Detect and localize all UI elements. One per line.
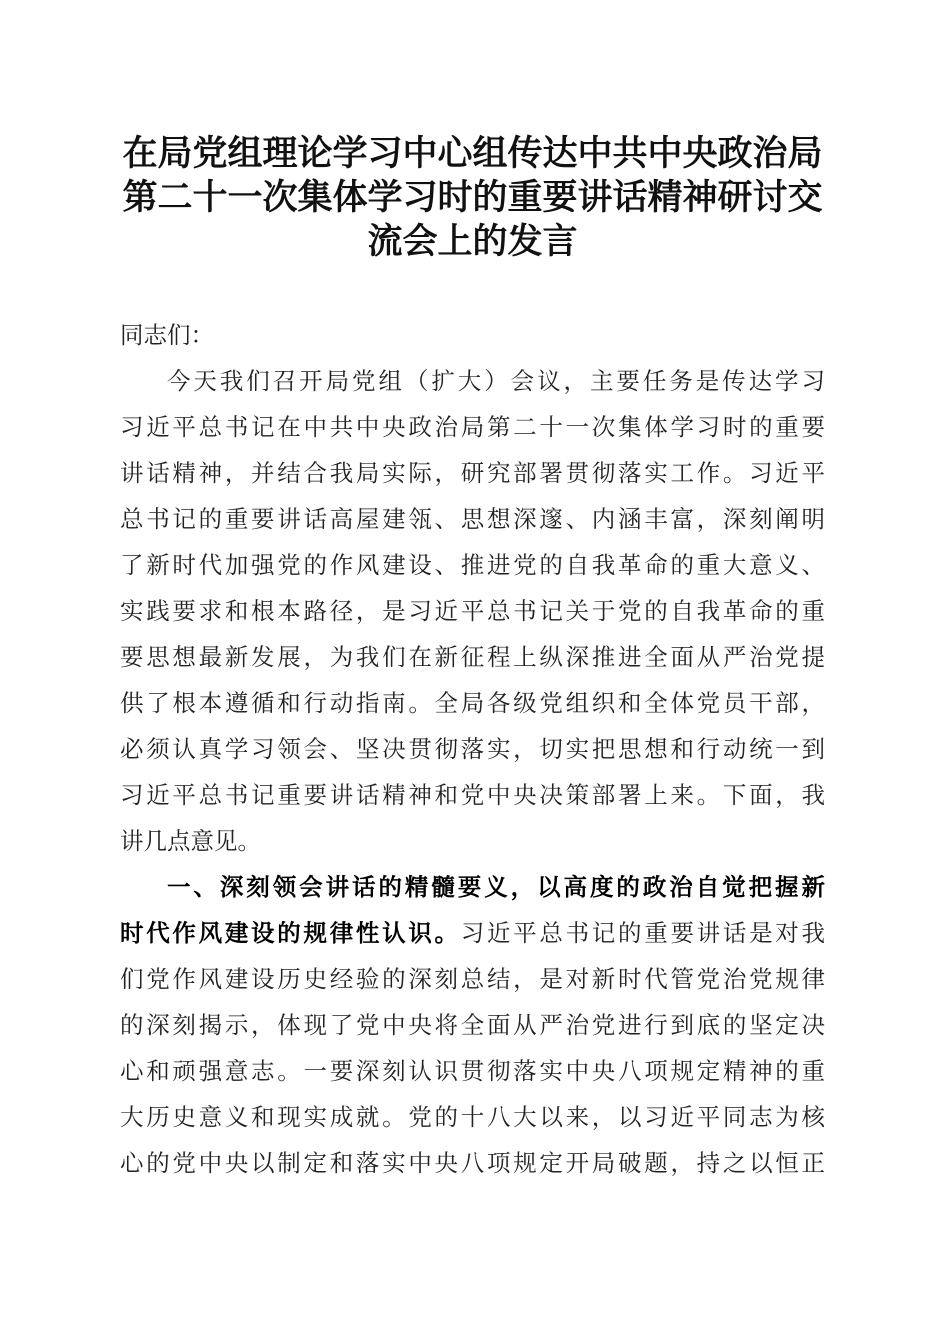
paragraph-line: 心的党中央以制定和落实中央八项规定开局破题，持之以恒正 bbox=[120, 1149, 825, 1177]
paragraph-opening bbox=[120, 358, 825, 864]
document-page bbox=[120, 132, 825, 1186]
paragraph-line: 必须认真学习领会、坚决贯彻落实，切实把思想和行动统一到 bbox=[120, 735, 825, 763]
section-heading: 一、深刻领会讲话的精髓要义，以高度的政治自觉把握新 bbox=[167, 873, 825, 901]
paragraph-line: 要思想最新发展，为我们在新征程上纵深推进全面从严治党提 bbox=[120, 643, 825, 671]
paragraph-line: 了新时代加强党的作风建设、推进党的自我革命的重大意义、 bbox=[120, 551, 825, 579]
paragraph-line: 们党作风建设历史经验的深刻总结，是对新时代管党治党规律 bbox=[120, 965, 825, 993]
paragraph-line: 大历史意义和现实成就。党的十八大以来，以习近平同志为核 bbox=[120, 1103, 825, 1131]
paragraph-line: 心和顽强意志。一要深刻认识贯彻落实中央八项规定精神的重 bbox=[120, 1057, 825, 1085]
paragraph-line: 习近平总书记重要讲话精神和党中央决策部署上来。下面，我 bbox=[120, 781, 825, 809]
title-line: 第二十一次集体学习时的重要讲话精神研讨交 bbox=[122, 177, 823, 218]
section-heading-end: 时代作风建设的规律性认识。 bbox=[120, 919, 461, 947]
paragraph-line: 供了根本遵循和行动指南。全局各级党组织和全体党员干部， bbox=[120, 689, 825, 717]
paragraph-line: 讲几点意见。 bbox=[120, 827, 261, 855]
paragraph-line: 总书记的重要讲话高屋建瓴、思想深邃、内涵丰富，深刻阐明 bbox=[120, 505, 825, 533]
paragraph-line: 习近平总书记在中共中央政治局第二十一次集体学习时的重要 bbox=[120, 413, 825, 441]
paragraph-line: 讲话精神，并结合我局实际，研究部署贯彻落实工作。习近平 bbox=[120, 459, 825, 487]
title-line: 流会上的发言 bbox=[367, 221, 578, 262]
document-body bbox=[120, 312, 825, 1186]
salutation: 同志们： bbox=[120, 321, 214, 349]
paragraph-line: 的深刻揭示，体现了党中央将全面从严治党进行到底的坚定决 bbox=[120, 1011, 825, 1039]
paragraph-line: 实践要求和根本路径，是习近平总书记关于党的自我革命的重 bbox=[120, 597, 825, 625]
section-one bbox=[120, 864, 825, 1186]
section-text: 习近平总书记的重要讲话是对我 bbox=[460, 919, 825, 947]
title-line: 在局党组理论学习中心组传达中共中央政治局 bbox=[122, 133, 823, 174]
paragraph-line: 今天我们召开局党组（扩大）会议，主要任务是传达学习 bbox=[167, 367, 825, 395]
paragraph-line bbox=[120, 910, 825, 956]
document-title bbox=[120, 132, 825, 264]
